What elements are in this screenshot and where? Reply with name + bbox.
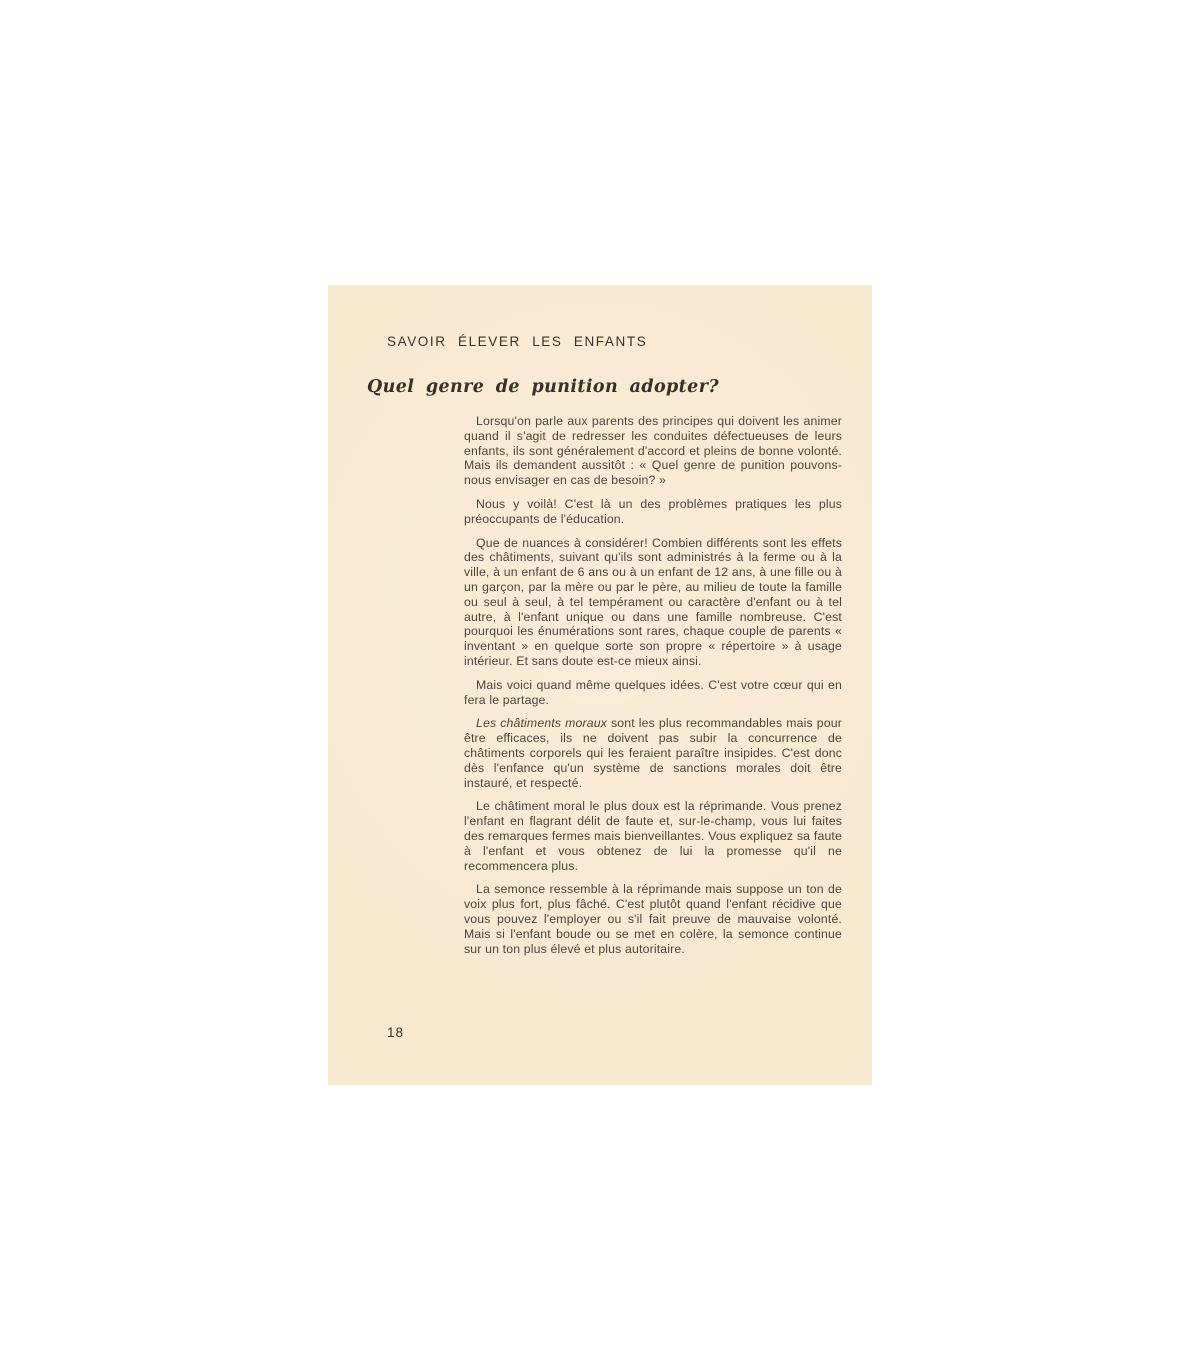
book-page bbox=[328, 285, 872, 1085]
page-number: 18 bbox=[387, 1025, 405, 1040]
italic-lead: Les châtiments moraux bbox=[476, 716, 608, 731]
paragraph: Les châtiments moraux sont les plus recommandables mais pour être efficaces, ils ne doivent pas subir la concurrence de châtiments corporels qui les feraient paraître insipides. C'est donc dès l'enfance qu'un système de sanctions morales doit être instauré, et respecté. bbox=[464, 716, 842, 790]
section-title: Quel genre de punition adopter? bbox=[367, 377, 719, 397]
running-header: SAVOIR ÉLEVER LES ENFANTS bbox=[387, 334, 648, 349]
paragraph: Lorsqu'on parle aux parents des principes qui doivent les animer quand il s'agit de redresser les conduites défectueuses de leurs enfants, ils sont généralement d'accord et pleins de bonne volonté. Mais ils demandent aussitôt : « Quel genre de punition pouvons-nous envisager en cas de besoin? » bbox=[464, 414, 842, 488]
paragraph: Le châtiment moral le plus doux est la réprimande. Vous prenez l'enfant en flagrant délit de faute et, sur-le-champ, vous lui faites des remarques fermes mais bienveillantes. Vous expliquez sa faute à l'enfant et vous obtenez de lui la promesse qu'il ne recommencera plus. bbox=[464, 799, 842, 873]
body-text bbox=[464, 414, 842, 965]
paragraph: Que de nuances à considérer! Combien différents sont les effets des châtiments, suivant qu'ils sont administrés à la ferme ou à la ville, à un enfant de 6 ans ou à un enfant de 12 ans, à une fille ou à un garçon, par la mère ou par le père, au milieu de toute la famille ou seul à seul, à tel tempérament ou caractère d'enfant ou à tel autre, à l'enfant unique ou dans une famille nombreuse. C'est pourquoi les énumérations sont rares, chaque couple de parents « inventant » en quelque sorte son propre « répertoire » à usage intérieur. Et sans doute est-ce mieux ainsi. bbox=[464, 535, 842, 668]
paragraph: La semonce ressemble à la réprimande mais suppose un ton de voix plus fort, plus fâché. C'est plutôt quand l'enfant récidive que vous pouvez l'employer ou s'il fait preuve de mauvaise volonté. Mais si l'enfant boude ou se met en colère, la semonce continue sur un ton plus élevé et plus autoritaire. bbox=[464, 882, 842, 956]
paragraph: Nous y voilà! C'est là un des problèmes pratiques les plus préoccupants de l'éducation. bbox=[464, 496, 842, 526]
paragraph: Mais voici quand même quelques idées. C'est votre cœur qui en fera le partage. bbox=[464, 677, 842, 707]
